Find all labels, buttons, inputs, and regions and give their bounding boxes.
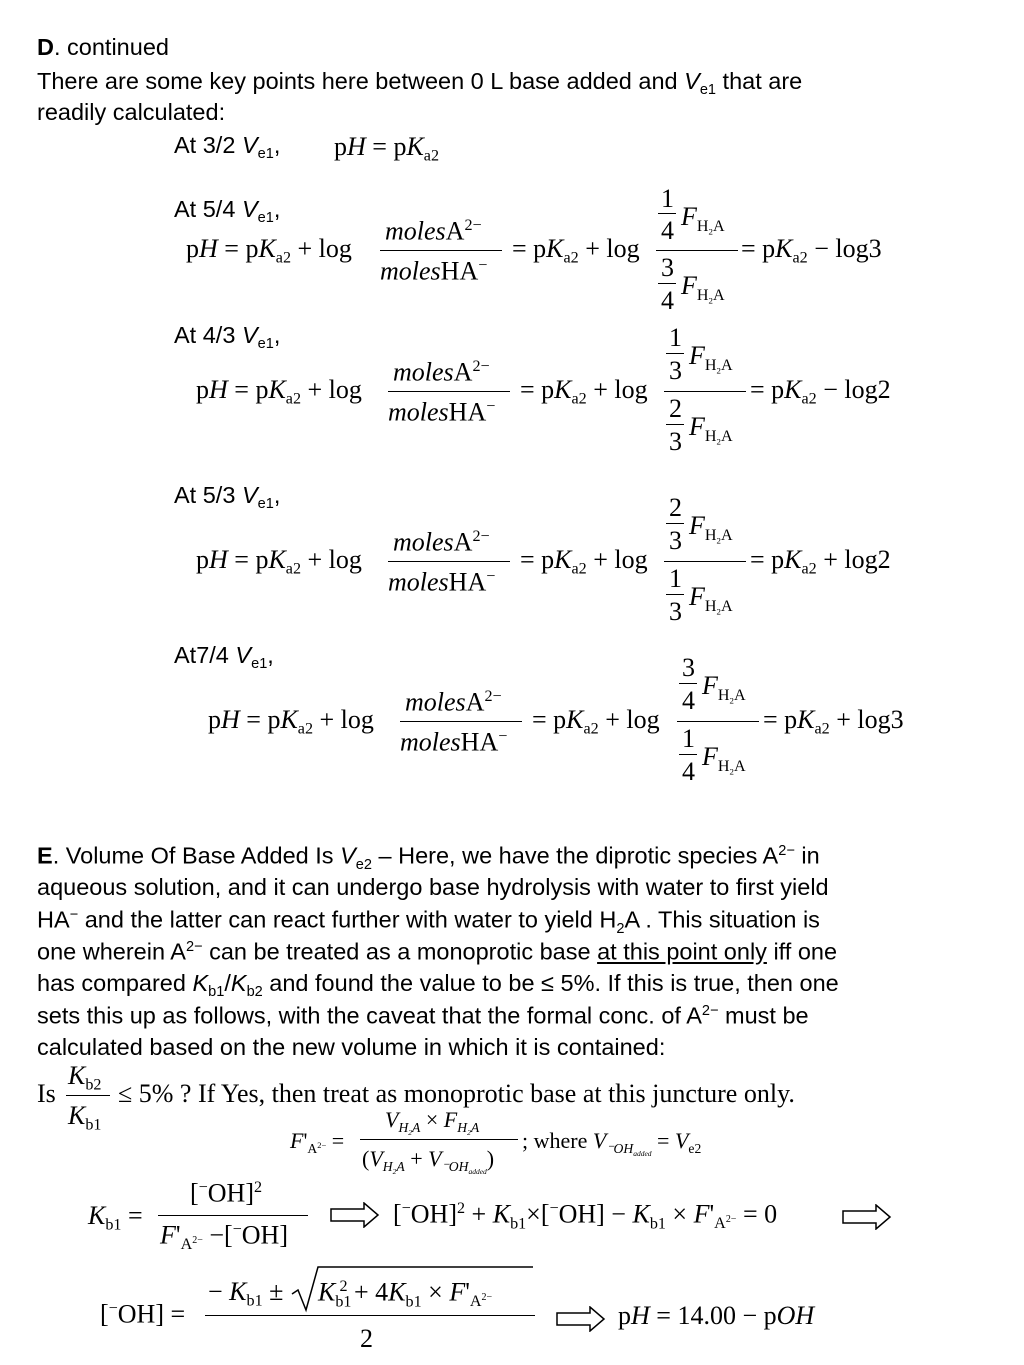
section-e-line6: sets this up as follows, with the caveat that the formal conc. of $A^{2-}$ must be <box>37 1002 809 1029</box>
section-e-line1: E. Volume Of Base Added Is $V_{e2}$ – Here, we have the diprotic species $A^{2-}$ in <box>37 842 820 873</box>
point-7-4-f1-top: 3 <box>682 653 695 682</box>
section-e-line4: one wherein $A^{2-}$ can be treated as a monoprotic base at this point only iff one <box>37 938 838 965</box>
point-5-4-f2-bottom: 4 <box>661 286 674 315</box>
point-7-4-f1-bottom: 4 <box>682 686 695 715</box>
point-5-4-f2-top: 3 <box>661 253 674 282</box>
point-4-3-den: molesHA− <box>388 397 496 427</box>
point-5-4-f1-F: $F_{H_2A}$ <box>681 202 725 237</box>
point-label-5-3: At 5/3 $V_{e1}$, <box>174 482 281 513</box>
point-5-3-f1-bottom: 3 <box>669 526 682 555</box>
point-4-3-f2-top: 2 <box>669 394 682 423</box>
point-5-3-lhs: pH = $pK_{a2} + \log$ <box>196 545 362 578</box>
f-prime-den: $(V_{H_2A} + V_{^-OH_{added}})$ <box>362 1146 495 1176</box>
point-5-4-mid: = $pK_{a2} + \log$ <box>512 234 640 267</box>
kb2-num: $K_{b2}$ <box>68 1061 102 1094</box>
section-e-line3: HA− and the latter can react further with water to yield $H_2A$ . This situation is <box>37 906 820 937</box>
point-7-4-den: molesHA− <box>400 727 508 757</box>
point-label-5-4: At 5/4 $V_{e1}$, <box>174 196 281 227</box>
f-prime-where: ; where $V_{^-OH_{added}} = V_{e2}$ <box>522 1128 702 1158</box>
point-7-4-mid: = $pK_{a2} + \log$ <box>532 705 660 738</box>
point-7-4-lhs: pH = $pK_{a2} + \log$ <box>208 705 374 738</box>
point-5-4-den: molesHA− <box>380 256 488 286</box>
implies-arrow-icon <box>330 1202 380 1228</box>
quadratic-denominator: 2 <box>360 1324 373 1353</box>
implies-arrow-icon <box>556 1306 606 1332</box>
is-condition-text: ≤ 5% ? If Yes, then treat as monoprotic base at this juncture only. <box>118 1079 795 1108</box>
point-3-2-equation: pH = $pK_{a2}$ <box>334 132 440 165</box>
ph-result: pH = 14.00 − pOH <box>618 1301 815 1330</box>
point-4-3-f2-F: $F_{H_2A}$ <box>689 412 733 447</box>
point-5-4-f1-bottom: 4 <box>661 216 674 245</box>
point-label-4-3: At 4/3 $V_{e1}$, <box>174 322 281 353</box>
section-e-line7: calculated based on the new volume in which it is contained: <box>37 1034 666 1060</box>
point-7-4-f2-bottom: 4 <box>682 757 695 786</box>
point-5-3-f2-bottom: 3 <box>669 597 682 626</box>
kb1-lhs: $K_{b1}$ = <box>88 1201 143 1234</box>
point-5-4-f2-F: $F_{H_2A}$ <box>681 271 725 306</box>
point-7-4-num: molesA$^{2-}$ <box>405 687 502 717</box>
point-5-3-f2-F: $F_{H_2A}$ <box>689 582 733 617</box>
kb1-den: $F'_{A^{2-}} -[^-OH]$ <box>160 1220 288 1254</box>
point-4-3-f2-bottom: 3 <box>669 427 682 456</box>
section-e-line5: has compared $K_{b1}/K_{b2}$ and found the value to be ≤ 5%. If this is true, then one <box>37 970 839 1001</box>
kb1-num: $[^-OH]^2$ <box>190 1178 263 1208</box>
point-5-3-num: molesA$^{2-}$ <box>393 527 490 557</box>
section-e-line2: aqueous solution, and it can undergo base hydrolysis with water to first yield <box>37 874 829 900</box>
point-5-3-result: = $pK_{a2} + \log 2$ <box>750 545 891 578</box>
point-4-3-f1-bottom: 3 <box>669 356 682 385</box>
quadratic-numerator: − $K_{b1}$ ± <box>208 1277 284 1310</box>
point-7-4-result: = $pK_{a2} + \log 3$ <box>763 705 904 738</box>
point-label-7-4: At7/4 $V_{e1}$, <box>174 642 274 673</box>
sqrt-content: $K_{b1}^2 + 4K_{b1} \times F'_{A^{2-}}$ <box>318 1277 493 1311</box>
point-4-3-result: = $pK_{a2} - \log 2$ <box>750 375 891 408</box>
point-5-4-num: molesA$^{2-}$ <box>385 216 482 246</box>
point-5-4-lhs: pH = $pK_{a2} + \log$ <box>186 234 352 267</box>
point-7-4-f2-top: 1 <box>682 724 695 753</box>
section-d-intro-line2: readily calculated: <box>37 99 226 125</box>
point-4-3-mid: = $pK_{a2} + \log$ <box>520 375 648 408</box>
point-4-3-num: molesA$^{2-}$ <box>393 357 490 387</box>
point-5-3-mid: = $pK_{a2} + \log$ <box>520 545 648 578</box>
point-4-3-f1-F: $F_{H_2A}$ <box>689 341 733 376</box>
kb1-den: $K_{b1}$ <box>68 1101 102 1134</box>
quadratic-equation: $[^-OH]^2 + K_{b1}\times[^-OH] - K_{b1} \times F'_{A^{2-}} = 0$ <box>393 1199 778 1233</box>
point-4-3-f1-top: 1 <box>669 323 682 352</box>
f-prime-num: $V_{H_2A} \times F_{H_2A}$ <box>385 1107 480 1137</box>
point-label-3-2: At 3/2 $V_{e1}$, <box>174 132 281 163</box>
point-5-3-f1-F: $F_{H_2A}$ <box>689 511 733 546</box>
point-5-4-f1-top: 1 <box>661 184 674 213</box>
point-7-4-f2-F: $F_{H_2A}$ <box>702 742 746 777</box>
is-label: Is <box>37 1079 56 1108</box>
point-4-3-lhs: pH = $pK_{a2} + \log$ <box>196 375 362 408</box>
f-prime-lhs: $F'_{A^{2-}}$ = <box>290 1128 345 1156</box>
oh-lhs: [−OH] = <box>100 1299 186 1329</box>
point-5-3-den: molesHA− <box>388 567 496 597</box>
section-d-heading: D. continued <box>37 34 169 60</box>
point-5-3-f1-top: 2 <box>669 493 682 522</box>
implies-arrow-icon <box>842 1204 892 1230</box>
point-5-3-f2-top: 1 <box>669 564 682 593</box>
section-d-intro-line1: There are some key points here between 0 L base added and $V_{e1}$ that are <box>37 68 803 99</box>
point-5-4-result: = $pK_{a2} - \log 3$ <box>741 234 882 267</box>
point-7-4-f1-F: $F_{H_2A}$ <box>702 671 746 706</box>
